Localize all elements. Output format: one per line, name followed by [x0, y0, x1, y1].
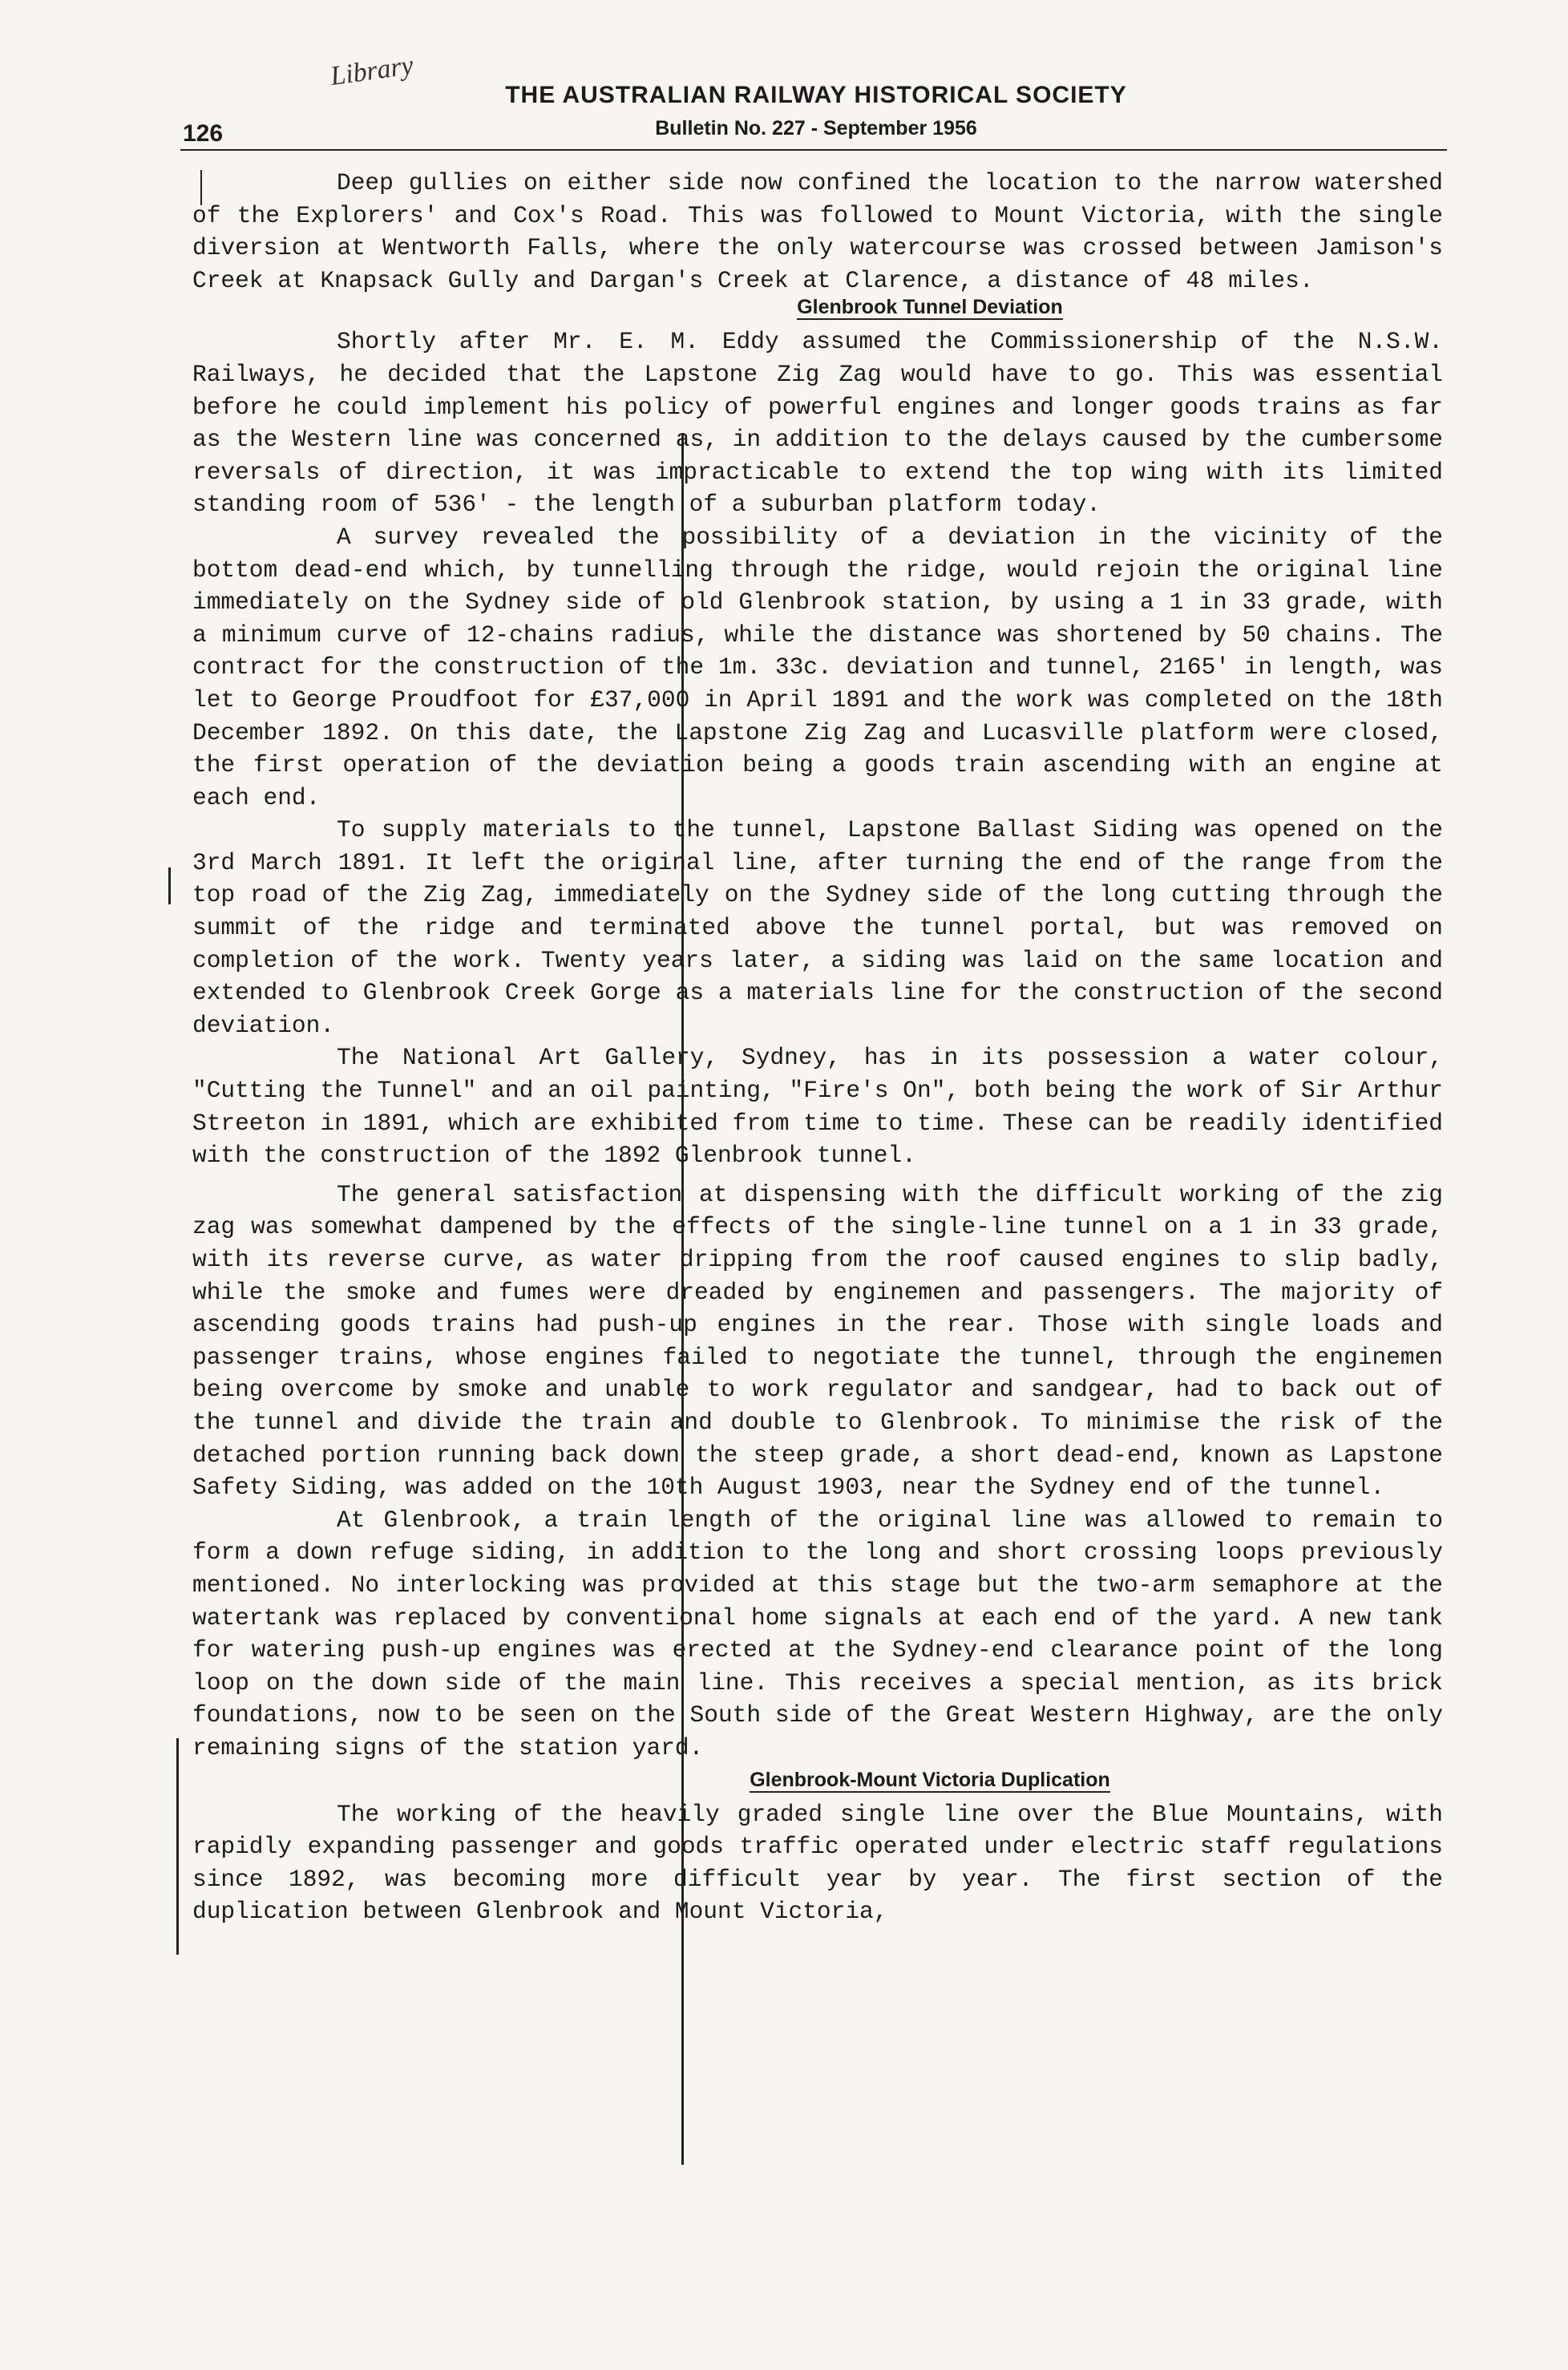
pen-margin-mark: [168, 868, 171, 904]
section-heading: [192, 1766, 1443, 1794]
paragraph: At Glenbrook, a train length of the original line was allowed to remain to form a down refuge siding, in addition to the long and short crossing loops previously mentioned. No interlocking was provided at this stage but the two-arm semaphore at the watertank was replaced by conventional home signals at each end of the yard. A new tank for watering push-up engines was erected at the Sydney-end clearance point of the long loop on the down side of the main line. This receives a special mention, as its brick foundations, now to be seen on the South side of the Great Western Highway, are the only remaining signs of the station yard.: [192, 1506, 1443, 1761]
page-number: 126: [183, 120, 224, 147]
paragraph: To supply materials to the tunnel, Lapstone Ballast Siding was opened on the 3rd March 1891. It left the original line, after turning the end of the range from the top road of the Zig Zag, immediately on the Sydney side of the long cutting through the summit of the ridge and terminated above the tunnel portal, but was removed on completion of the work. Twenty years later, a siding was laid on the same location and extended to Glenbrook Creek Gorge as a materials line for the construction of the second deviation.: [192, 816, 1443, 1039]
paragraph: Deep gullies on either side now confined the location to the narrow watershed of the Explorers' and Cox's Road. This was followed to Mount Victoria, with the single diversion at Wentworth Falls, where the only watercourse was crossed between Jamison's Creek at Knapsack Gully and Dargan's Creek at Clarence, a distance of 48 miles.: [192, 169, 1443, 294]
section-heading: [192, 293, 1443, 321]
bulletin-line: Bulletin No. 227 - September 1956: [655, 117, 977, 140]
paragraph: The working of the heavily graded single line over the Blue Mountains, with rapidly expanding passenger and goods traffic operated under electric staff regulations since 1892, was becoming more difficult year by year. The first section of the duplication between Glenbrook and Mount Victoria,: [192, 1800, 1443, 1926]
section-heading-text: Glenbrook-Mount Victoria Duplication: [750, 1768, 1110, 1791]
pen-margin-mark: [176, 1738, 179, 1955]
section-heading-text: Glenbrook Tunnel Deviation: [797, 296, 1063, 319]
paragraph: A survey revealed the possibility of a deviation in the vicinity of the bottom dead-end which, by tunnelling through the ridge, would rejoin the original line immediately on the Sydney side of old Glenbrook station, by using a 1 in 33 grade, with a minimum curve of 12-chains radius, while the distance was shortened by 50 chains. The contract for the construction of the 1m. 33c. deviation and tunnel, 2165' in length, was let to George Proudfoot for £37,000 in April 1891 and the work was completed on the 18th December 1892. On this date, the Lapstone Zig Zag and Lucasville platform were closed, the first operation of the deviation being a goods train ascending with an engine at each end.: [192, 523, 1443, 811]
society-title: THE AUSTRALIAN RAILWAY HISTORICAL SOCIETY: [505, 82, 1127, 108]
article-body: [192, 167, 1443, 1928]
paragraph: The general satisfaction at dispensing with the difficult working of the zig zag was somewhat dampened by the effects of the single-line tunnel on a 1 in 33 grade, with its reverse curve, as water dripping from the roof caused engines to slip badly, while the smoke and fumes were dreaded by enginemen and passengers. The majority of ascending goods trains had push-up engines in the rear. Those with single loads and passenger trains, whose engines failed to negotiate the tunnel, through the enginemen being overcome by smoke and unable to work regulator and sandgear, had to back out of the tunnel and divide the train and double to Glenbrook. To minimise the risk of the detached portion running back down the steep grade, a short dead-end, known as Lapstone Safety Siding, was added on the 10th August 1903, near the Sydney end of the tunnel.: [192, 1180, 1443, 1502]
paragraph: The National Art Gallery, Sydney, has in its possession a water colour, "Cutting the Tunnel" and an oil painting, "Fire's On", both being the work of Sir Arthur Streeton in 1891, which are exhibited from time to time. These can be readily identified with the construction of the 1892 Glenbrook tunnel.: [192, 1044, 1443, 1170]
handwritten-marginalia: Library: [328, 50, 415, 92]
paragraph: Shortly after Mr. E. M. Eddy assumed the Commissionership of the N.S.W. Railways, he decided that the Lapstone Zig Zag would have to go. This was essential before he could implement his policy of powerful engines and longer goods trains as far as the Western line was concerned as, in addition to the delays caused by the cumbersome reversals of direction, it was impracticable to extend the top wing with its limited standing room of 536' - the length of a suburban platform today.: [192, 328, 1443, 519]
header-rule: [180, 149, 1447, 151]
